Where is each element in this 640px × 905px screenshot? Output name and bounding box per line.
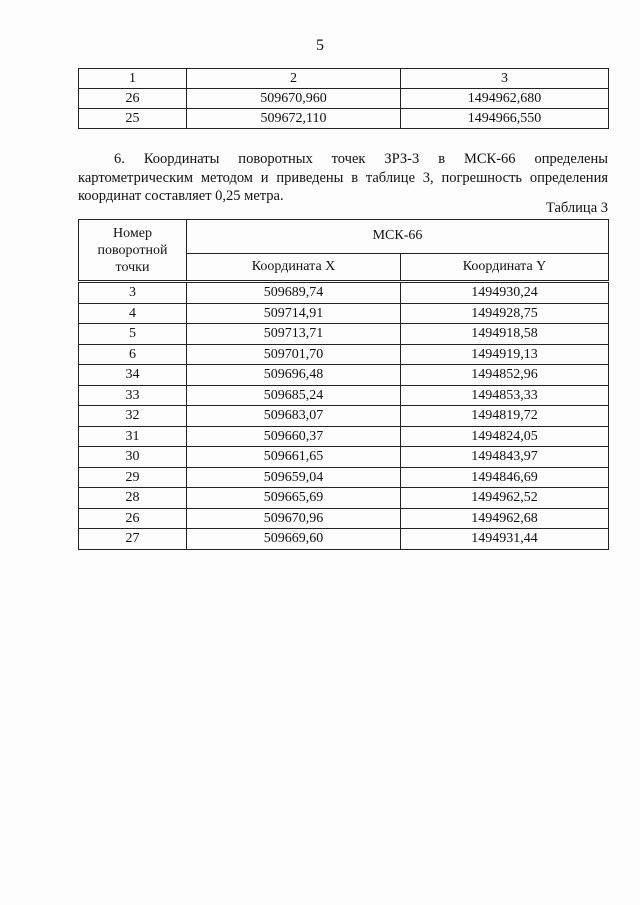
coordinate-x-cell: 509661,65	[187, 447, 401, 468]
header-coordinate-x: Координата X	[187, 253, 401, 281]
coordinate-x-cell: 509669,60	[187, 529, 401, 550]
table-caption: Таблица 3	[545, 200, 608, 216]
coordinate-x-cell: 509672,110	[187, 109, 401, 129]
coordinate-y-cell: 1494852,96	[401, 365, 609, 386]
table-row	[79, 365, 609, 386]
coordinate-y-cell: 1494930,24	[401, 282, 609, 304]
section-paragraph	[78, 150, 608, 206]
coordinate-y-cell: 1494824,05	[401, 426, 609, 447]
point-number-cell: 27	[79, 529, 187, 550]
table-row	[79, 508, 609, 529]
coordinate-y-cell: 1494928,75	[401, 303, 609, 324]
coordinate-x-cell: 509696,48	[187, 365, 401, 386]
column-number-row	[79, 69, 609, 89]
table-row	[79, 282, 609, 304]
coordinate-y-cell: 1494843,97	[401, 447, 609, 468]
table-row	[79, 303, 609, 324]
coordinate-x-cell: 509714,91	[187, 303, 401, 324]
coordinate-y-cell: 1494962,68	[401, 508, 609, 529]
column-number-cell: 3	[401, 69, 609, 89]
coordinate-y-cell: 1494853,33	[401, 385, 609, 406]
coordinate-y-cell: 1494962,52	[401, 488, 609, 509]
coordinate-x-cell: 509665,69	[187, 488, 401, 509]
point-number-cell: 26	[79, 89, 187, 109]
header-coordinate-system: МСК-66	[187, 220, 609, 254]
point-number-cell: 4	[79, 303, 187, 324]
table-row	[79, 467, 609, 488]
coordinates-table-3	[78, 219, 609, 550]
coordinate-x-cell: 509689,74	[187, 282, 401, 304]
point-number-cell: 6	[79, 344, 187, 365]
point-number-cell: 33	[79, 385, 187, 406]
point-number-cell: 5	[79, 324, 187, 345]
coordinate-y-cell: 1494919,13	[401, 344, 609, 365]
header-point-number: Номер поворотной точки	[79, 220, 187, 282]
coordinate-y-cell: 1494962,680	[401, 89, 609, 109]
coordinate-y-cell: 1494918,58	[401, 324, 609, 345]
table-row	[79, 109, 609, 129]
coordinate-x-cell: 509701,70	[187, 344, 401, 365]
coordinates-table-continued	[78, 68, 609, 129]
point-number-cell: 32	[79, 406, 187, 427]
point-number-cell: 28	[79, 488, 187, 509]
table-row	[79, 529, 609, 550]
point-number-cell: 30	[79, 447, 187, 468]
table-row	[79, 385, 609, 406]
coordinate-y-cell: 1494846,69	[401, 467, 609, 488]
point-number-cell: 26	[79, 508, 187, 529]
table-row	[79, 488, 609, 509]
point-number-cell: 34	[79, 365, 187, 386]
coordinate-x-cell: 509670,96	[187, 508, 401, 529]
coordinate-x-cell: 509670,960	[187, 89, 401, 109]
table-row	[79, 447, 609, 468]
coordinate-y-cell: 1494819,72	[401, 406, 609, 427]
coordinate-x-cell: 509713,71	[187, 324, 401, 345]
table-header-row	[79, 220, 609, 254]
point-number-cell: 3	[79, 282, 187, 304]
column-number-cell: 1	[79, 69, 187, 89]
header-coordinate-y: Координата Y	[401, 253, 609, 281]
coordinate-y-cell: 1494966,550	[401, 109, 609, 129]
table-row	[79, 324, 609, 345]
page-number: 5	[316, 37, 324, 54]
coordinate-x-cell: 509660,37	[187, 426, 401, 447]
point-number-cell: 31	[79, 426, 187, 447]
table-body	[79, 282, 609, 550]
table-row	[79, 89, 609, 109]
table-row	[79, 406, 609, 427]
column-number-cell: 2	[187, 69, 401, 89]
coordinate-x-cell: 509683,07	[187, 406, 401, 427]
point-number-cell: 29	[79, 467, 187, 488]
table-row	[79, 426, 609, 447]
coordinate-x-cell: 509659,04	[187, 467, 401, 488]
point-number-cell: 25	[79, 109, 187, 129]
coordinate-x-cell: 509685,24	[187, 385, 401, 406]
paragraph-text: 6. Координаты поворотных точек ЗРЗ-3 в МСК-66 определены картометрическим методом и приведены в таблице 3, погрешность определения координат составляет 0,25 метра.	[78, 151, 608, 204]
table-row	[79, 344, 609, 365]
coordinate-y-cell: 1494931,44	[401, 529, 609, 550]
